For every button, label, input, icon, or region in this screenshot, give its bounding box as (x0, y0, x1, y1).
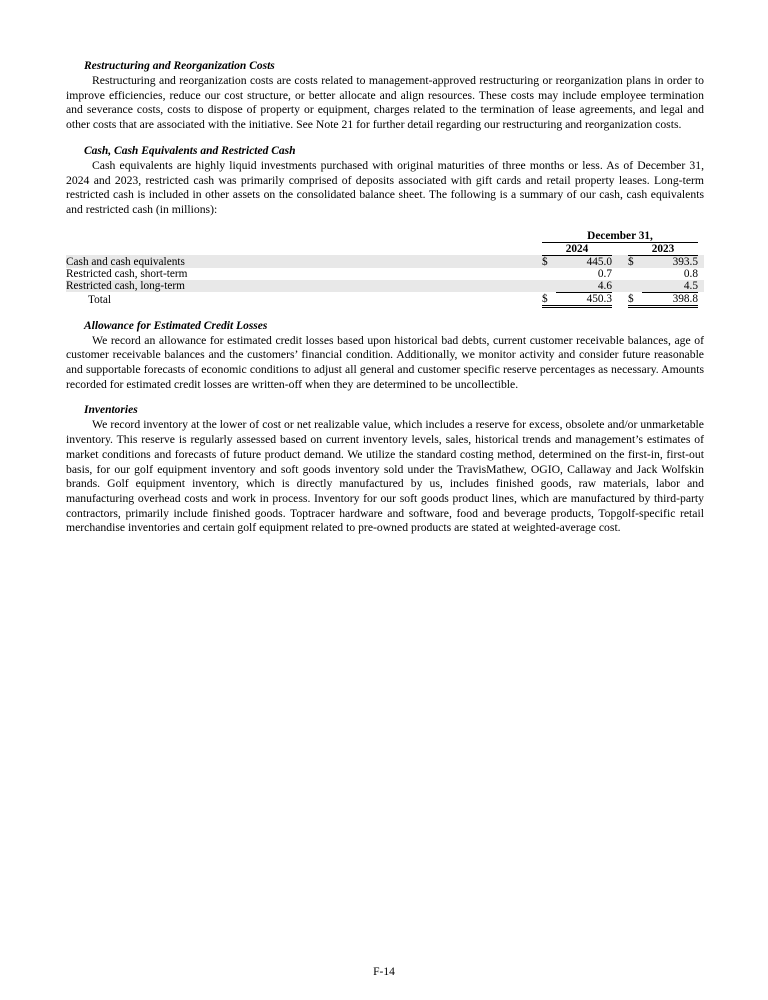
row-value-2024: 445.0 (586, 255, 612, 268)
table-row (66, 280, 704, 293)
row-currency-2024: $ (542, 255, 548, 268)
table-header-year-row (66, 242, 704, 255)
table-column-header-2024: 2024 (542, 242, 612, 255)
section-paragraph-cash: Cash equivalents are highly liquid investments purchased with original maturities of three months or less. As of December 31, 2024 and 2023, restricted cash was primarily comprised of deposits associated with gift cards and retail property leases. Long-term restricted cash is included in other assets on the consolidated balance sheet. The following is a summary of our cash, cash equivalents and restricted cash (in millions): (66, 158, 704, 216)
cash-summary-table (66, 230, 704, 308)
table-row-total (66, 292, 704, 306)
row-currency-2024 (542, 268, 556, 280)
row-value-2023: 4.5 (642, 280, 698, 293)
row-currency-2023 (628, 268, 642, 280)
row-label: Restricted cash, long-term (66, 280, 185, 293)
row-currency-2024: $ (542, 292, 556, 306)
section-paragraph-restructuring: Restructuring and reorganization costs are costs related to management-approved restructuring or reorganization plans in order to improve efficiencies, reduce our cost structure, or better allocate and align resources. These costs may include employee termination and severance costs, costs to dispose of property or equipment, charges related to the termination of lease agreements, and legal and other costs that are associated with the initiative. See Note 21 for further detail regarding our restructuring and reorganization costs. (66, 74, 704, 132)
table-row (66, 268, 704, 280)
row-currency-2023 (628, 280, 642, 293)
row-value-2023: 398.8 (642, 292, 698, 306)
table-group-header: December 31, (542, 230, 698, 243)
section-heading-cash: Cash, Cash Equivalents and Restricted Cash (84, 144, 296, 157)
row-label: Cash and cash equivalents (66, 255, 185, 268)
row-label: Total (88, 294, 112, 307)
section-paragraph-inventories: We record inventory at the lower of cost or net realizable value, which includes a reserve for excess, obsolete and/or unmarketable inventory. This reserve is regularly assessed based on current inventory levels, sales, historical trends and management’s estimates of market conditions and forecasts of future product demand. We utilize the standard costing method, determined on the first-in, first-out basis, for our golf equipment inventory and soft goods inventory sold under the TravisMathew, OGIO, Callaway and Jack Wolfskin brands. Golf equipment inventory, which is directly manufactured by us, includes finished goods, raw materials, labor and manufacturing overhead costs and work in process. Inventory for our soft goods product lines, which are manufactured by third-party contractors, primarily include finished goods. Toptracer hardware and software, food and beverage products, Topgolf-specific retail merchandise inventories and certain golf equipment related to pre-owned products are stated at weighted-average cost. (66, 418, 704, 535)
section-heading-allowance: Allowance for Estimated Credit Losses (84, 319, 268, 332)
table-column-header-2023: 2023 (628, 242, 698, 255)
table-header-group-row (66, 230, 704, 243)
row-value-2023: 393.5 (672, 255, 698, 268)
row-label: Restricted cash, short-term (66, 267, 188, 280)
section-paragraph-allowance: We record an allowance for estimated credit losses based upon historical bad debts, current customer receivable balances, age of customer receivable balances and the customers’ financial condition. Additionally, we monitor activity and consider future reasonable and supportable forecasts of economic conditions to adjust all general and customer specific reserve percentages as necessary. Amounts recorded for estimated credit losses are written-off when they are determined to be uncollectible. (66, 333, 704, 391)
row-value-2024: 450.3 (556, 292, 612, 306)
table-row (66, 255, 704, 268)
section-heading-restructuring: Restructuring and Reorganization Costs (84, 60, 275, 72)
row-currency-2023: $ (628, 255, 634, 268)
section-heading-inventories: Inventories (84, 404, 138, 417)
row-value-2024: 4.6 (556, 280, 612, 293)
row-value-2024: 0.7 (597, 267, 612, 280)
row-currency-2023: $ (628, 292, 642, 306)
row-value-2023: 0.8 (683, 267, 698, 280)
row-currency-2024 (542, 280, 556, 293)
page-number: F-14 (373, 966, 395, 978)
